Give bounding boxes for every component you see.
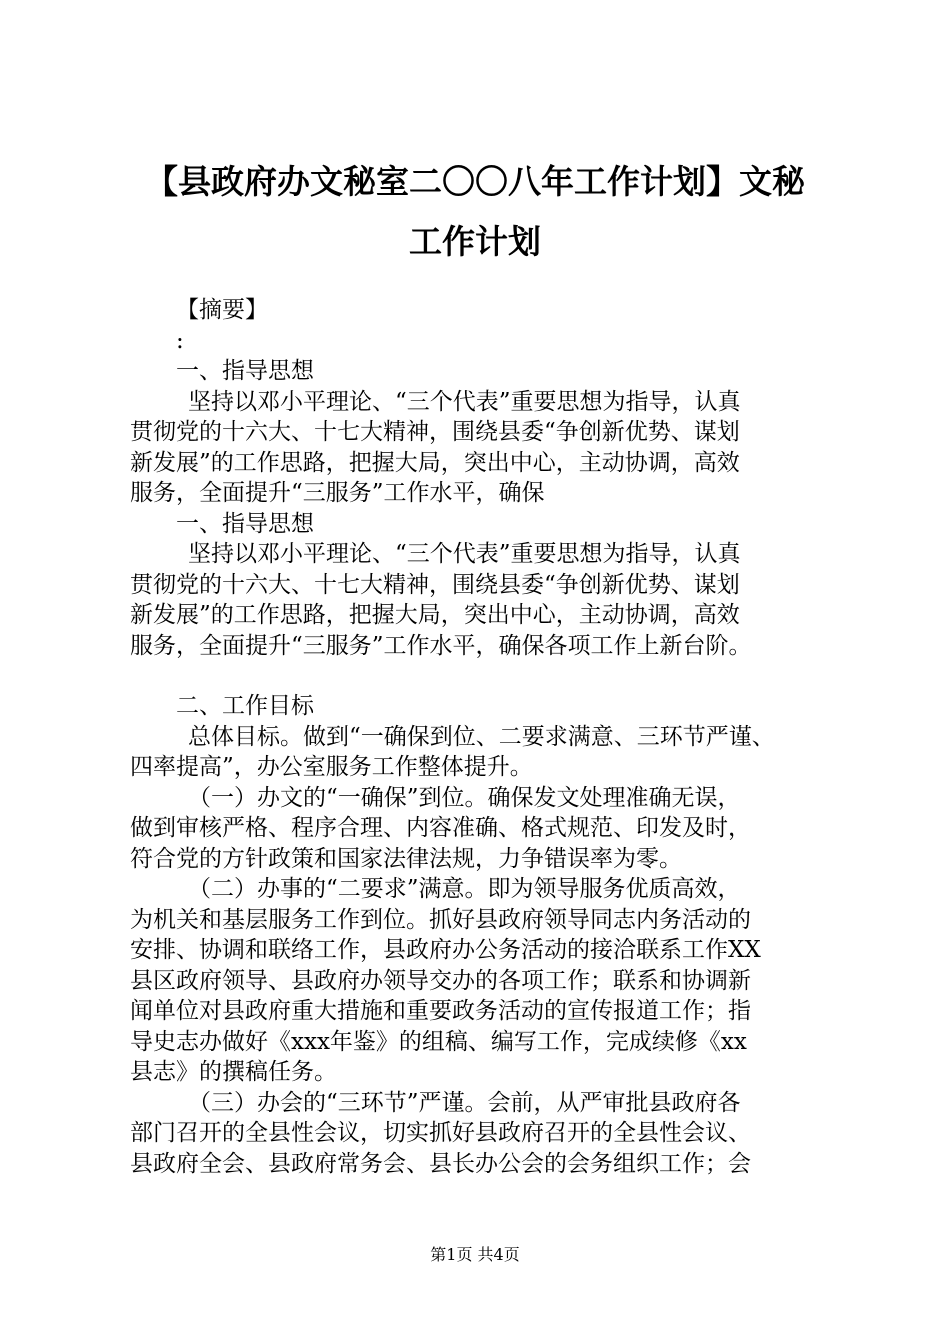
paragraph-line: 服务，全面提升“三服务”工作水平，确保各项工作上新台阶。 (130, 632, 752, 659)
section-heading: 一、指导思想 (176, 358, 314, 384)
paragraph-line: 县政府全会、县政府常务会、县长办公会的会务组织工作；会 (130, 1150, 751, 1177)
paragraph-line: 符合党的方针政策和国家法律法规，力争错误率为零。 (130, 845, 682, 872)
abstract-label: 【摘要】 (176, 297, 268, 323)
paragraph-line: 新发展”的工作思路，把握大局，突出中心，主动协调，高效 (130, 449, 740, 476)
paragraph-line: 县区政府领导、县政府办领导交办的各项工作；联系和协调新 (130, 967, 751, 994)
paragraph-line: 贯彻党的十六大、十七大精神，围绕县委“争创新优势、谋划 (130, 419, 740, 445)
paragraph-gap (130, 661, 850, 691)
paragraph-line: 坚持以邓小平理论、“三个代表”重要思想为指导，认真 (188, 541, 741, 567)
paragraph-line: （三）办会的“三环节”严谨。会前，从严审批县政府各 (188, 1089, 741, 1116)
paragraph-line: 安排、协调和联络工作，县政府办公务活动的接洽联系工作XX (130, 937, 761, 963)
paragraph-line: 贯彻党的十六大、十七大精神，围绕县委“争创新优势、谋划 (130, 571, 740, 598)
paragraph-line: 做到审核严格、程序合理、内容准确、格式规范、印发及时， (130, 815, 751, 841)
paragraph-line: 总体目标。做到“一确保到位、二要求满意、三环节严谨、 (188, 723, 775, 750)
page-number-footer: 第1页 共4页 (430, 1245, 520, 1264)
paragraph-line: 县志》的撰稿任务。 (130, 1059, 337, 1085)
paragraph-line: 导史志办做好《xxx年鉴》的组稿、编写工作，完成续修《xx (130, 1028, 747, 1055)
document-title-line-1: 【县政府办文秘室二〇〇八年工作计划】文秘 (145, 162, 805, 201)
section-heading: 二、工作目标 (176, 693, 314, 719)
document-title-line-2: 工作计划 (409, 222, 541, 261)
paragraph-line: 坚持以邓小平理论、“三个代表”重要思想为指导，认真 (188, 388, 741, 415)
section-heading: 一、指导思想 (176, 510, 314, 537)
paragraph-line: 服务，全面提升“三服务”工作水平，确保 (130, 480, 545, 506)
paragraph-line: （一）办文的“一确保”到位。确保发文处理准确无误， (188, 784, 741, 811)
paragraph-line: 闻单位对县政府重大措施和重要政务活动的宣传报道工作；指 (130, 998, 751, 1024)
abstract-colon: : (176, 327, 184, 354)
paragraph-line: 部门召开的全县性会议，切实抓好县政府召开的全县性会议、 (130, 1120, 751, 1146)
paragraph-line: 为机关和基层服务工作到位。抓好县政府领导同志内务活动的 (130, 906, 751, 933)
paragraph-line: （二）办事的“二要求”满意。即为领导服务优质高效， (188, 876, 741, 902)
document-body (130, 295, 850, 1179)
paragraph-line: 新发展”的工作思路，把握大局，突出中心，主动协调，高效 (130, 602, 740, 628)
paragraph-line: 四率提高”，办公室服务工作整体提升。 (130, 754, 533, 780)
